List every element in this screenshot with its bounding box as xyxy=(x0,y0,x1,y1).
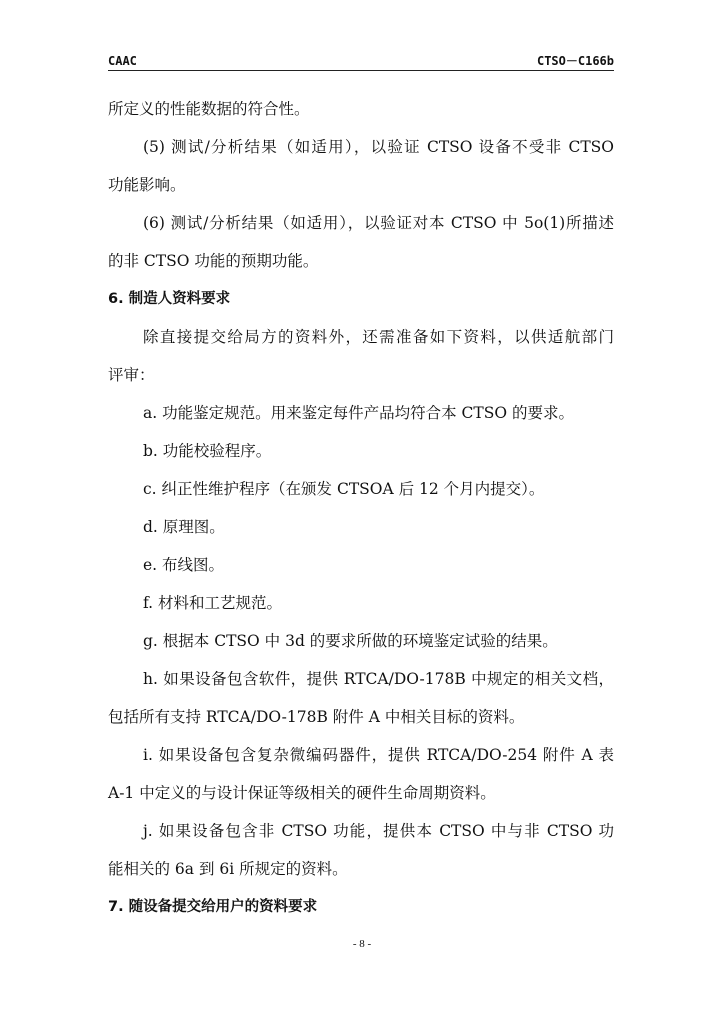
list-item: i. 如果设备包含复杂微编码器件，提供 RTCA/DO-254 附件 A 表 xyxy=(143,746,614,764)
list-item: d. 原理图。 xyxy=(143,518,225,536)
body-line: 的非 CTSO 功能的预期功能。 xyxy=(108,252,319,270)
body-line: 评审： xyxy=(108,366,155,384)
body-line: A-1 中定义的与设计保证等级相关的硬件生命周期资料。 xyxy=(108,784,496,802)
list-item: c. 纠正性维护程序（在颁发 CTSOA 后 12 个月内提交）。 xyxy=(143,480,545,498)
list-item: b. 功能校验程序。 xyxy=(143,442,272,460)
page-header xyxy=(108,52,614,71)
list-item: f. 材料和工艺规范。 xyxy=(143,594,283,612)
section-heading: 6. 制造人资料要求 xyxy=(108,291,231,307)
page-number: - 8 - xyxy=(352,938,372,950)
list-item: j. 如果设备包含非 CTSO 功能，提供本 CTSO 中与非 CTSO 功 xyxy=(143,822,614,840)
list-item: g. 根据本 CTSO 中 3d 的要求所做的环境鉴定试验的结果。 xyxy=(143,632,558,650)
body-line: 包括所有支持 RTCA/DO-178B 附件 A 中相关目标的资料。 xyxy=(108,708,525,726)
body-line: 除直接提交给局方的资料外，还需准备如下资料，以供适航部门 xyxy=(143,328,614,346)
section-heading: 7. 随设备提交给用户的资料要求 xyxy=(108,899,318,915)
header-org: CAAC xyxy=(108,54,137,68)
body-line: (5) 测试/分析结果（如适用），以验证 CTSO 设备不受非 CTSO xyxy=(143,138,614,156)
body-line: (6) 测试/分析结果（如适用），以验证对本 CTSO 中 5o(1)所描述 xyxy=(143,214,614,232)
list-item: e. 布线图。 xyxy=(143,556,225,574)
header-doc-id: CTSO－C166b xyxy=(536,54,614,68)
body-line: 能相关的 6a 到 6i 所规定的资料。 xyxy=(108,860,348,878)
document-body xyxy=(108,90,614,926)
list-item: a. 功能鉴定规范。用来鉴定每件产品均符合本 CTSO 的要求。 xyxy=(143,404,574,422)
body-line: 所定义的性能数据的符合性。 xyxy=(108,100,310,118)
body-line: 功能影响。 xyxy=(108,176,186,194)
list-item: h. 如果设备包含软件，提供 RTCA/DO-178B 中规定的相关文档， xyxy=(143,670,614,688)
